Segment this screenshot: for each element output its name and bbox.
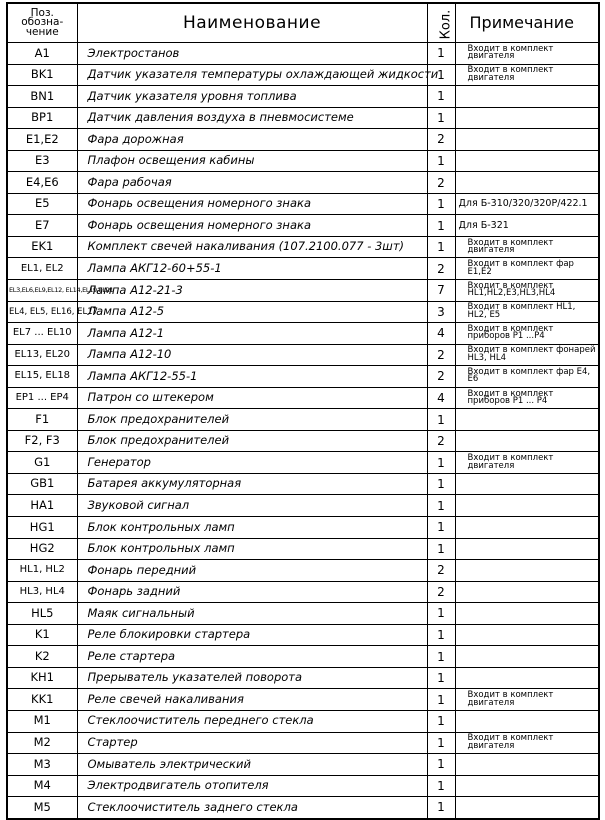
table-row [7,409,599,431]
row-note [455,710,599,732]
row-quantity: 1 [427,538,455,560]
row-name: Маяк сигнальный [77,603,427,625]
table-row [7,172,599,194]
row-note: Входит в комплект двигателя [455,452,599,474]
row-note [455,603,599,625]
row-note: Входит в комплект HL1,HL2,E3,HL3,HL4 [455,280,599,302]
row-note: Входит в комплект двигателя [455,732,599,754]
row-quantity: 1 [427,452,455,474]
row-quantity: 2 [427,560,455,582]
row-note [455,86,599,108]
header-note: Примечание [455,3,599,43]
row-position: M1 [7,710,77,732]
table-row [7,64,599,86]
row-position: E1,E2 [7,129,77,151]
row-name: Реле стартера [77,646,427,668]
row-name: Фонарь передний [77,560,427,582]
table-row [7,323,599,345]
row-name: Датчик указателя температуры охлаждающей жидкости [77,64,427,86]
table-row [7,517,599,539]
row-name: Фара рабочая [77,172,427,194]
row-position: GB1 [7,473,77,495]
row-name: Датчик указателя уровня топлива [77,86,427,108]
row-quantity: 1 [427,667,455,689]
row-note [455,775,599,797]
row-name: Блок контрольных ламп [77,517,427,539]
row-note: Входит в комплект фар E1,E2 [455,258,599,280]
table-row [7,624,599,646]
row-position: E4,E6 [7,172,77,194]
row-quantity: 1 [427,215,455,237]
row-position: HL1, HL2 [7,560,77,582]
row-position: EL3,EL6,EL9,EL12, EL14,EL19,EL21 [7,280,77,302]
row-position: KH1 [7,667,77,689]
row-position: EL15, EL18 [7,366,77,388]
row-note: Входит в комплект двигателя [455,43,599,65]
row-name: Генератор [77,452,427,474]
row-name: Электростанов [77,43,427,65]
row-name: Лампа АКГ12-60+55-1 [77,258,427,280]
row-name: Фонарь освещения номерного знака [77,193,427,215]
row-quantity: 1 [427,409,455,431]
row-name: Фара дорожная [77,129,427,151]
table-row [7,538,599,560]
row-position: E5 [7,193,77,215]
row-name: Батарея аккумуляторная [77,473,427,495]
row-position: EL7 ... EL10 [7,323,77,345]
row-position: EK1 [7,236,77,258]
row-position: F2, F3 [7,430,77,452]
row-name: Реле блокировки стартера [77,624,427,646]
table-row [7,215,599,237]
row-note [455,667,599,689]
table-row [7,689,599,711]
row-position: M3 [7,754,77,776]
row-name: Фонарь задний [77,581,427,603]
row-quantity: 1 [427,775,455,797]
row-quantity: 1 [427,236,455,258]
row-name: Лампа АКГ12-55-1 [77,366,427,388]
row-position: EP1 ... EP4 [7,387,77,409]
row-note [455,560,599,582]
row-name: Реле свечей накаливания [77,689,427,711]
row-note [455,646,599,668]
row-position: KK1 [7,689,77,711]
row-quantity: 2 [427,430,455,452]
row-position: HG1 [7,517,77,539]
row-note [455,430,599,452]
row-note: Для Б-310/320/320Р/422.1 [455,193,599,215]
row-quantity: 1 [427,797,455,819]
row-position: BK1 [7,64,77,86]
row-position: EL13, EL20 [7,344,77,366]
row-name: Лампа А12-5 [77,301,427,323]
row-name: Стартер [77,732,427,754]
row-position: E3 [7,150,77,172]
table-row [7,452,599,474]
table-row [7,129,599,151]
row-name: Стеклоочиститель переднего стекла [77,710,427,732]
table-row [7,107,599,129]
row-position: HG2 [7,538,77,560]
header-pos-line: обозна- [21,16,64,29]
table-row [7,560,599,582]
table-row [7,280,599,302]
row-note [455,754,599,776]
row-note: Входит в комплект приборов P1 ... P4 [455,387,599,409]
row-name: Комплект свечей накаливания (107.2100.077 - 3шт) [77,236,427,258]
table-row [7,603,599,625]
row-name: Стеклоочиститель заднего стекла [77,797,427,819]
row-quantity: 1 [427,689,455,711]
row-position: M5 [7,797,77,819]
table-header-row [7,3,599,43]
row-name: Лампа А12-1 [77,323,427,345]
row-name: Блок предохранителей [77,409,427,431]
header-quantity [427,3,455,43]
row-name: Датчик давления воздуха в пневмосистеме [77,107,427,129]
table-row [7,473,599,495]
row-note: Входит в комплект фар E4, E6 [455,366,599,388]
row-note: Для Б-321 [455,215,599,237]
row-note [455,495,599,517]
row-name: Лампа А12-10 [77,344,427,366]
row-quantity: 1 [427,624,455,646]
header-name: Наименование [77,3,427,43]
row-note [455,797,599,819]
row-quantity: 7 [427,280,455,302]
row-position: EL4, EL5, EL16, EL17 [7,301,77,323]
row-quantity: 3 [427,301,455,323]
table-row [7,236,599,258]
row-position: E7 [7,215,77,237]
row-position: M4 [7,775,77,797]
row-note [455,409,599,431]
header-pos-line: чение [25,25,59,38]
row-quantity: 4 [427,387,455,409]
row-name: Лампа А12-21-3 [77,280,427,302]
table-row [7,775,599,797]
row-note: Входит в комплект HL1, HL2, E5 [455,301,599,323]
row-quantity: 2 [427,344,455,366]
row-note [455,517,599,539]
table-row [7,710,599,732]
row-position: A1 [7,43,77,65]
row-name: Блок контрольных ламп [77,538,427,560]
row-quantity: 1 [427,646,455,668]
table-row [7,366,599,388]
row-quantity: 1 [427,193,455,215]
row-note [455,538,599,560]
row-quantity: 1 [427,107,455,129]
row-note [455,150,599,172]
row-name: Звуковой сигнал [77,495,427,517]
row-position: HA1 [7,495,77,517]
row-quantity: 2 [427,129,455,151]
row-note: Входит в комплект двигателя [455,236,599,258]
row-quantity: 1 [427,732,455,754]
row-position: BP1 [7,107,77,129]
row-quantity: 2 [427,581,455,603]
row-quantity: 2 [427,172,455,194]
row-position: EL1, EL2 [7,258,77,280]
table-row [7,667,599,689]
row-quantity: 1 [427,43,455,65]
parts-list-table [6,2,600,820]
row-quantity: 1 [427,473,455,495]
table-row [7,495,599,517]
row-note [455,624,599,646]
table-row [7,193,599,215]
row-note: Входит в комплект фонарей HL3, HL4 [455,344,599,366]
row-name: Плафон освещения кабины [77,150,427,172]
parts-list-sheet [6,2,598,820]
row-position: K1 [7,624,77,646]
table-row [7,387,599,409]
table-row [7,754,599,776]
table-row [7,43,599,65]
row-quantity: 1 [427,603,455,625]
table-row [7,86,599,108]
row-quantity: 1 [427,710,455,732]
table-row [7,344,599,366]
table-row [7,797,599,819]
row-note: Входит в комплект двигателя [455,689,599,711]
row-position: HL5 [7,603,77,625]
row-quantity: 1 [427,495,455,517]
row-quantity: 2 [427,366,455,388]
row-quantity: 1 [427,150,455,172]
table-row [7,258,599,280]
table-row [7,732,599,754]
row-note: Входит в комплект приборов P1 ...P4 [455,323,599,345]
header-quantity-label: Кол. [437,9,453,40]
row-quantity: 1 [427,64,455,86]
row-position: BN1 [7,86,77,108]
row-note [455,473,599,495]
row-name: Прерыватель указателей поворота [77,667,427,689]
row-quantity: 1 [427,754,455,776]
row-quantity: 1 [427,517,455,539]
row-name: Патрон со штекером [77,387,427,409]
table-row [7,646,599,668]
table-row [7,301,599,323]
row-name: Электродвигатель отопителя [77,775,427,797]
row-note [455,172,599,194]
row-name: Фонарь освещения номерного знака [77,215,427,237]
row-position: M2 [7,732,77,754]
row-position: HL3, HL4 [7,581,77,603]
row-quantity: 1 [427,86,455,108]
row-note [455,129,599,151]
row-position: K2 [7,646,77,668]
row-position: G1 [7,452,77,474]
header-pos-line: Поз. [30,6,54,19]
table-row [7,430,599,452]
row-position: F1 [7,409,77,431]
row-quantity: 4 [427,323,455,345]
header-position-designation [7,3,77,43]
row-quantity: 2 [427,258,455,280]
row-note [455,581,599,603]
row-name: Блок предохранителей [77,430,427,452]
row-name: Омыватель электрический [77,754,427,776]
table-row [7,581,599,603]
table-row [7,150,599,172]
row-note: Входит в комплект двигателя [455,64,599,86]
row-note [455,107,599,129]
